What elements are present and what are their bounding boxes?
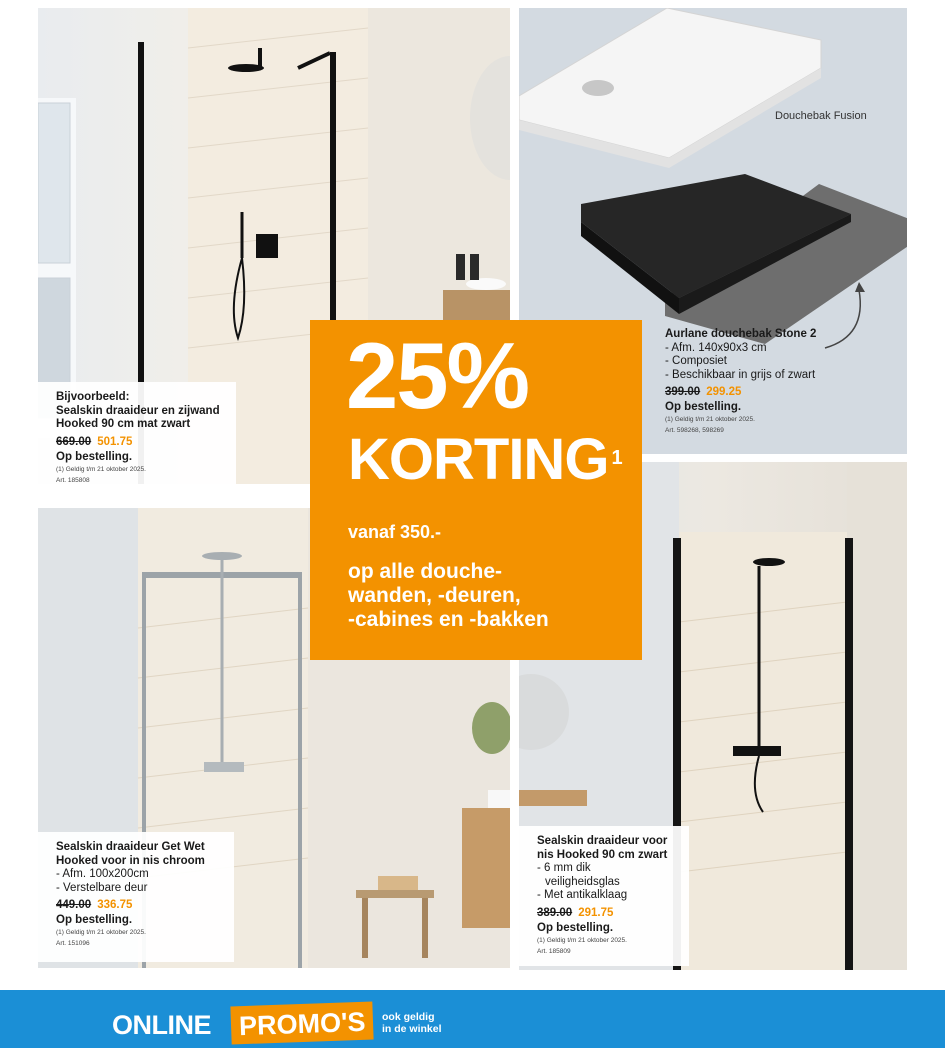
product-title-line: Hooked 90 cm mat zwart <box>56 418 191 430</box>
product-title-line: Bijvoorbeeld: <box>56 391 130 403</box>
store-validity-line: ook geldig <box>382 1011 435 1023</box>
spec-line: - Afm. 100x200cm <box>56 868 149 880</box>
promo-line: op alle douche- <box>348 560 503 583</box>
product-title-line: Hooked voor in nis chroom <box>56 854 205 867</box>
spec-line: - Composiet <box>665 355 727 367</box>
store-validity-line: in de winkel <box>382 1023 442 1035</box>
order-note: Op bestelling. <box>56 914 133 926</box>
article-number: Art. 185808 <box>56 476 90 484</box>
minimum-spend: vanaf 350.- <box>348 522 442 542</box>
old-price: 389.00 <box>537 906 573 919</box>
spec-line: - Verstelbare deur <box>56 881 148 894</box>
article-number: Art. 598268, 598269 <box>665 427 724 434</box>
product-title: Aurlane douchebak Stone 2 <box>665 328 817 340</box>
product-title-line: Sealskin draaideur en zijwand <box>56 404 220 417</box>
order-note: Op bestelling. <box>665 401 742 413</box>
validity-note: (1) Geldig t/m 21 oktober 2025. <box>56 929 146 936</box>
product-title-line: Sealskin draaideur voor <box>537 835 668 847</box>
spec-line: - Afm. 140x90x3 cm <box>665 341 767 354</box>
old-price: 449.00 <box>56 899 92 911</box>
product-title-line: Sealskin draaideur Get Wet <box>56 841 205 853</box>
validity-note: (1) Geldig t/m 21 oktober 2025. <box>56 465 146 473</box>
korting-text: KORTING <box>348 427 609 492</box>
promos-label: PROMO'S <box>230 1002 374 1045</box>
spec-line: - Met antikalklaag <box>537 889 628 901</box>
order-note: Op bestelling. <box>56 450 133 463</box>
validity-note: (1) Geldig t/m 21 oktober 2025. <box>665 416 755 423</box>
new-price: 336.75 <box>97 899 133 911</box>
store-validity-note <box>382 1011 442 1035</box>
discount-percentage: 25% <box>346 323 529 428</box>
product-caption <box>38 832 234 962</box>
old-price: 669.00 <box>56 435 92 448</box>
footnote-marker: 1 <box>611 447 622 469</box>
online-label: ONLINE <box>112 1010 212 1040</box>
article-number: Art. 151096 <box>56 940 90 947</box>
spec-line: veiligheidsglas <box>545 875 620 888</box>
promo-line: -cabines en -bakken <box>348 608 549 631</box>
spec-line: - 6 mm dik <box>537 862 591 874</box>
article-number: Art. 185809 <box>537 947 571 955</box>
spec-line: - Beschikbaar in grijs of zwart <box>665 368 816 381</box>
discount-promo-block <box>310 320 642 660</box>
image-label: Douchebak Fusion <box>775 110 867 122</box>
product-title-line: nis Hooked 90 cm zwart <box>537 848 668 861</box>
product-caption <box>519 826 689 966</box>
promo-description <box>348 560 549 632</box>
promo-line: wanden, -deuren, <box>348 584 521 607</box>
product-caption <box>38 382 236 484</box>
new-price: 291.75 <box>578 906 614 919</box>
discount-heading <box>348 428 622 492</box>
new-price: 501.75 <box>97 435 133 448</box>
new-price: 299.25 <box>706 386 742 398</box>
product-caption <box>665 328 905 436</box>
validity-note: (1) Geldig t/m 21 oktober 2025. <box>537 936 627 944</box>
online-promos-banner <box>0 990 945 1048</box>
old-price: 399.00 <box>665 386 701 398</box>
order-note: Op bestelling. <box>537 921 614 934</box>
